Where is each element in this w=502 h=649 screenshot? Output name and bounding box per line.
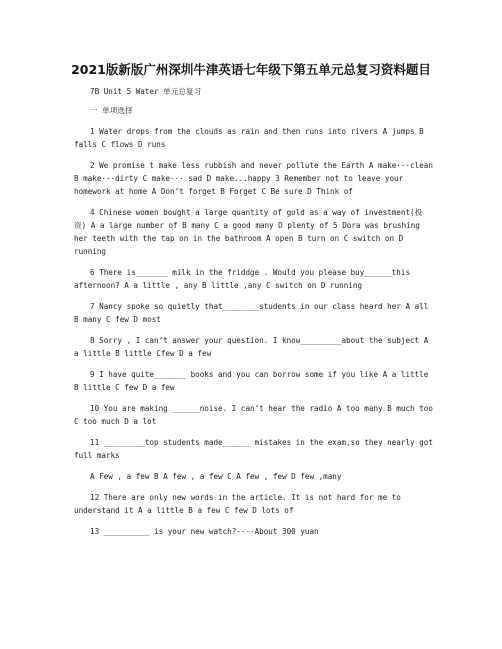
question-options: A Few , a few B A few , a few C A few , few D few ,many (90, 472, 342, 481)
question-item: 1 Water drops from the clouds as rain and then runs into rivers A jumps B falls C flows D runs (74, 127, 424, 149)
question-item: 8 Sorry , I can’t answer your question. I know_________about the subject A a little B little Cfew D a few (74, 336, 429, 358)
question-item: 10 You are making ______noise. I can’t hear the radio A too many B much too C too much D a lot (74, 404, 433, 426)
question-item: 4 Chinese women bought a large quantity of gold as a way of investment(投资) A a large number of B many C a good many D plenty of 5 Dora was brushing her teeth with the tap on in the bathroom A open B turn on C switch on D running (74, 208, 423, 256)
question-item: 6 There is_______ milk in the friddge . Would you please buy______this afternoon? A a little , any B little ,any C switch on D running (74, 268, 411, 290)
question-item: 9 I have quite_______ books and you can borrow some if you like A a little B little C few D a few (74, 370, 429, 392)
question-item: 11 _________top students made______ mistakes in the exam,so they nearly got full marks (74, 438, 433, 460)
document-title: 2021版新版广州深圳牛津英语七年级下第五单元总复习资料题目 (71, 62, 431, 77)
question-item: 7 Nancy spoke so quietly that________students in our class heard her A all B many C few D most (74, 302, 429, 324)
section-heading: 一 单项选择 (90, 106, 133, 115)
question-item: 13 __________ is your new watch?----About 300 yuan (90, 527, 319, 536)
document-subtitle: 7B Unit 5 Water 单元总复习 (90, 87, 202, 96)
question-item: 12 There are only new words in the article. It is not hard for me to understand it A a little B a few C few D lots of (74, 493, 401, 515)
question-item: 2 We promise t make less rubbish and never pollute the Earth A make···clean B make···dirty C make··· sad D make...happy 3 Remember not to leave your homework at home A Don’t forget B Forget C Be sure D Think of (74, 161, 433, 196)
document-body (74, 85, 434, 546)
